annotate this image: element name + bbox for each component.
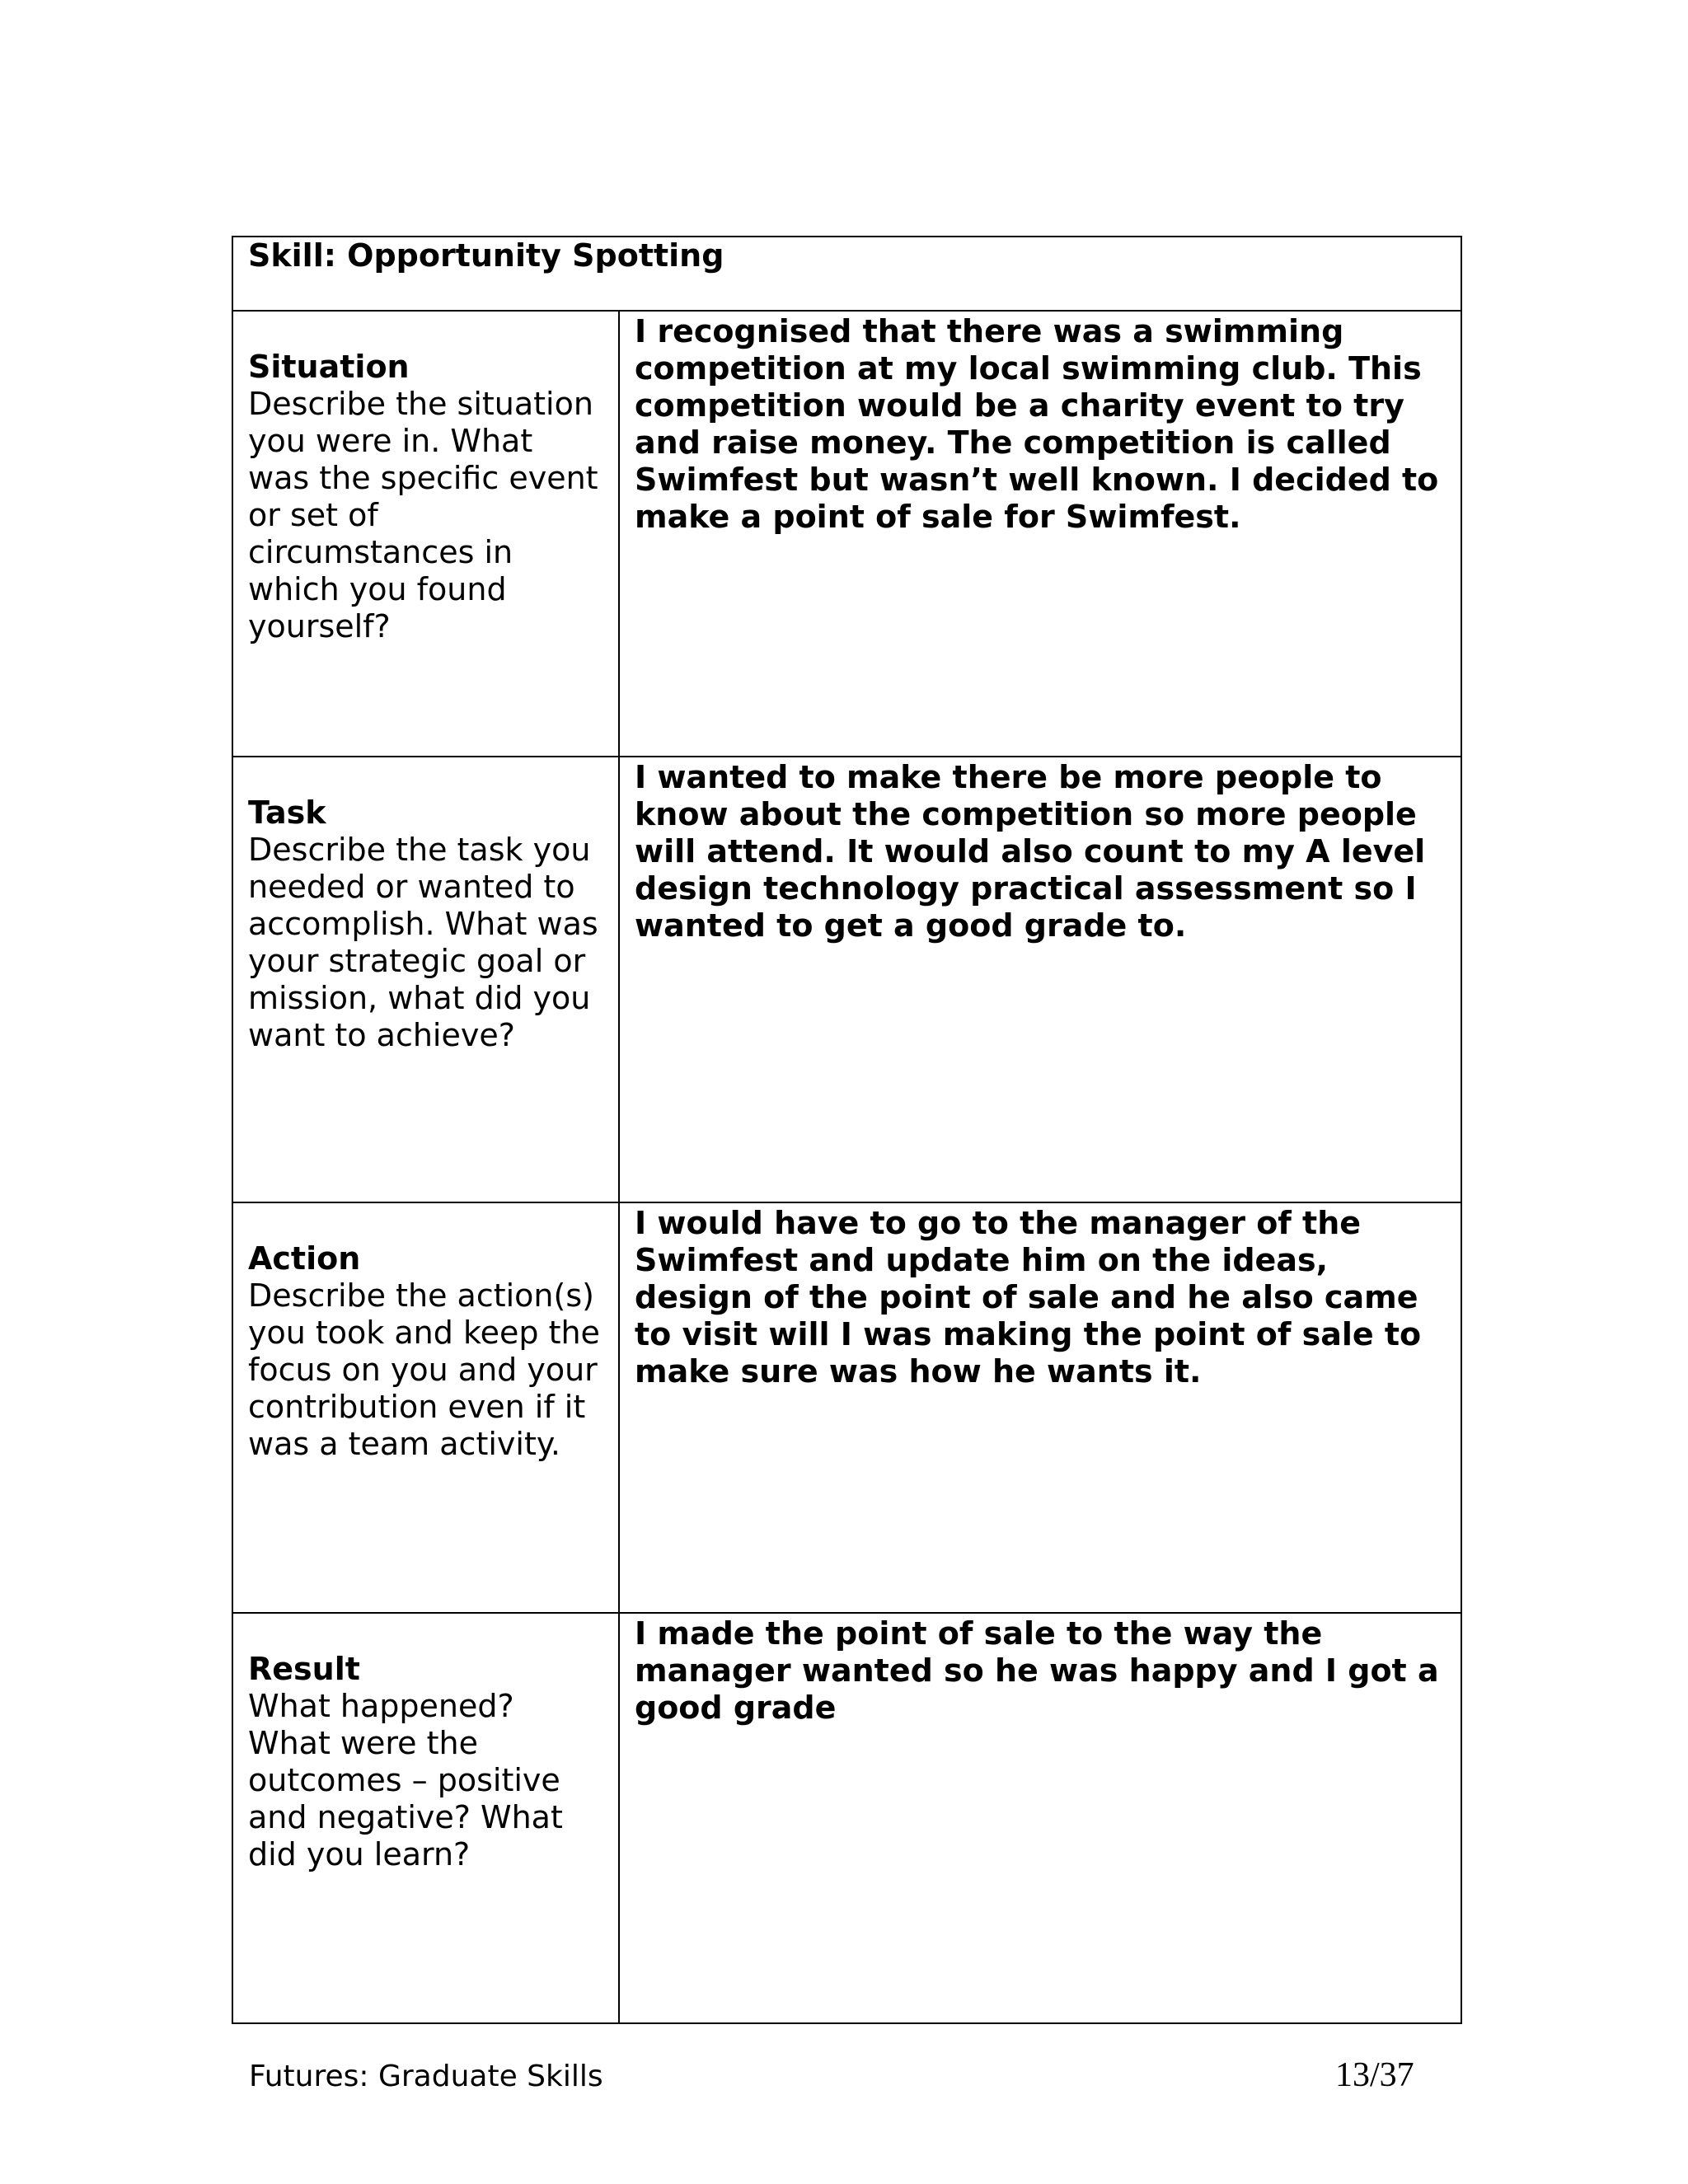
section-heading: Result <box>248 1651 360 1687</box>
prompt-cell-task <box>232 757 619 1202</box>
table-row <box>232 1202 1461 1613</box>
prompt-cell-action <box>232 1202 619 1613</box>
section-heading: Situation <box>248 349 410 385</box>
section-heading: Task <box>248 794 326 831</box>
title-row <box>232 237 1461 311</box>
prompt-cell-situation <box>232 311 619 757</box>
section-description: What happened? What were the outcomes – positive and negative? What did you learn? <box>248 1688 563 1872</box>
table-row <box>232 311 1461 757</box>
section-description: Describe the task you needed or wanted to accomplish. What was your strategic goal or mission, what did you want to achieve? <box>248 832 598 1053</box>
answer-action: I would have to go to the manager of the Swimfest and update him on the ideas, design of the point of sale and he also came to visit will I was making the point of sale to make sure was how he wants it. <box>619 1202 1461 1613</box>
answer-result: I made the point of sale to the way the manager wanted so he was happy and I got a good grade <box>619 1613 1461 2023</box>
star-table <box>232 236 1462 2024</box>
page-number: 13/37 <box>1335 2056 1414 2094</box>
section-description: Describe the action(s) you took and keep the focus on you and your contribution even if it was a team activity. <box>248 1277 600 1462</box>
prompt-cell-result <box>232 1613 619 2023</box>
table-row <box>232 1613 1461 2023</box>
footer-title: Futures: Graduate Skills <box>249 2060 603 2093</box>
section-heading: Action <box>248 1240 361 1277</box>
section-description: Describe the situation you were in. What was the specific event or set of circumstances in which you found yourself? <box>248 386 598 644</box>
answer-task: I wanted to make there be more people to know about the competition so more people will attend. It would also count to my A level design technology practical assessment so I wanted to get a good grade to. <box>619 757 1461 1202</box>
skill-title: Skill: Opportunity Spotting <box>232 237 1461 311</box>
answer-situation: I recognised that there was a swimming competition at my local swimming club. This competition would be a charity event to try and raise money. The competition is called Swimfest but wasn’t well known. I decided to make a point of sale for Swimfest. <box>619 311 1461 757</box>
table-row <box>232 757 1461 1202</box>
